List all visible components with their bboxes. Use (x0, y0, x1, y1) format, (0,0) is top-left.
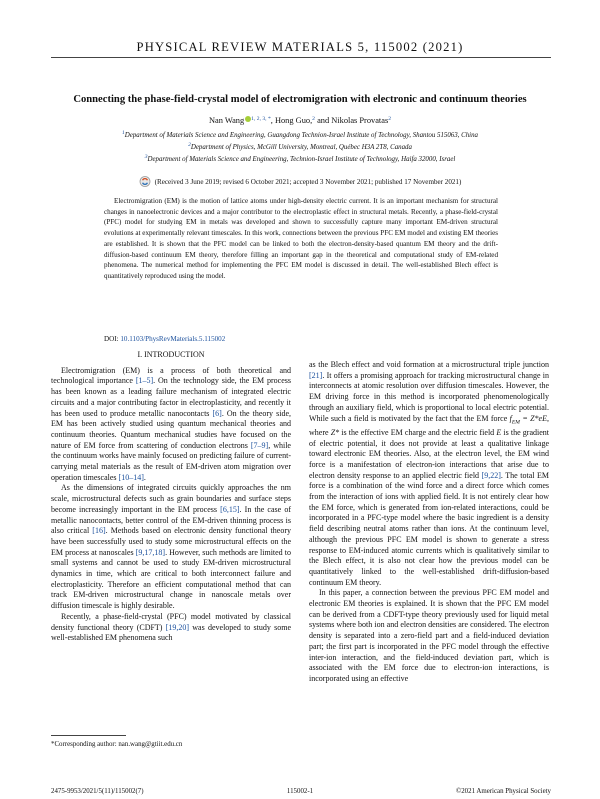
column-right (309, 360, 549, 685)
author-affiliation-marks[interactable]: 2 (312, 116, 315, 122)
affiliation-text: Department of Materials Science and Engineering, Technion-Israel Institute of Technology, Haifa 32000, Israel (147, 156, 456, 163)
affiliation-mark: 2 (188, 142, 191, 148)
citation-link[interactable]: [6] (212, 408, 222, 418)
math-symbol: f (509, 413, 512, 423)
citation-link[interactable]: [1–5] (135, 376, 154, 386)
affiliation (0, 130, 600, 139)
author-list (0, 116, 600, 125)
paragraph: As the dimensions of integrated circuits quickly approaches the nm scale, microstructural defects such as grain boundaries and surface steps become increasingly important in the EM process [6,15]. In the case of metallic nanocontacts, better control of the EM-driven thinning process is also critical [16]. Methods based on electronic density functional theory have been successfully used to study some microstructural effects on the EM process at nanoscales [9,17,18]. However, such methods are limited to small systems and cannot be used to study EM-driven microstructural dynamics in time, which are critical to both interconnect failure and electroplasticity. Therefore an efficient computational method that can track EM-driven microstructural change in nanoscale metals over diffusion timescale is highly desirable. (51, 483, 291, 611)
author-name: Nikolas Provatas (331, 116, 389, 125)
section-heading: I. INTRODUCTION (137, 350, 205, 359)
author-name[interactable]: Nan Wang (208, 116, 245, 125)
citation-link[interactable]: [6,15] (220, 504, 240, 514)
abstract: Electromigration (EM) is the motion of lattice atoms under high-density electric current. It is an important mechanism for structural changes in nanoelectronic devices and a major contributor to the electroplastic effect in structural metals. Recently, a phase-field-crystal (PFC) model for studying EM in metals was developed and shown to successfully capture many important EM-driven structural evolutions at experimentally relevant timescales. In this work, connections between the previous PFC EM model and existing EM theories are established. It is shown that the PFC model can be linked to both the electron-density-based quantum EM theory and the drift-diffusion-based continuum EM theory, therefore filling an important gap in the theoretical and computational study of EM-related phenomena. The numerical method for implementing the PFC EM model is discussed in detail. The well-established Blech effect is quantitatively reproduced using the model. (104, 197, 498, 280)
affiliation (0, 154, 600, 163)
check-for-updates-icon[interactable] (139, 176, 151, 187)
affiliation-text: Department of Physics, McGill University, Montreal, Québec H3A 2T8, Canada (190, 144, 412, 151)
journal-header: PHYSICAL REVIEW MATERIALS 5, 115002 (2021) (136, 40, 464, 54)
header-rule (51, 57, 551, 58)
received-text: (Received 3 June 2019; revised 6 October 2021; accepted 3 November 2021; published 17 November 2021) (154, 178, 462, 186)
paragraph: In this paper, a connection between the previous PFC EM model and electronic EM theories is explained. It is shown that the PFC EM model can be derived from a CDFT-type theory previously used for liquid metal systems where both ion and electron densities are considered. The electron density is separated into a zero-field part and a field-induced deviation part; the first part is incorporated in the PFC model through the effective inter-ion interaction, and the field-induced deviation part, which is associated with the EM force due to electron-ion interactions, is incorporated using an effective (309, 588, 549, 683)
citation-link[interactable]: [7–9] (250, 440, 269, 450)
citation-link[interactable]: [9,22] (481, 470, 501, 480)
math-symbol: Z* (330, 427, 340, 437)
affiliation (0, 142, 600, 151)
citation-link[interactable]: [10–14] (118, 472, 144, 482)
doi-label: DOI: (104, 335, 119, 343)
author-affiliation-marks[interactable]: 2 (388, 116, 392, 122)
citation-link[interactable]: [16] (92, 526, 106, 536)
doi-link[interactable]: 10.1103/PhysRevMaterials.5.115002 (120, 335, 226, 343)
author-affiliation-marks[interactable]: 1, 2, 3, * (251, 116, 271, 122)
paragraph: as the Blech effect and void formation at a microstructural triple junction [21]. It offers a promising approach for tracking microstructural change in interconnects at atomic resolution over diffusion timescales. However, the EM driving force in this method is incorporated phenomenologically through an auxiliary field, which is proportional to local electric potential. While such a field is motivated by the fact that the EM force $f_{EM} = Z*eE$, where Z* is the effective EM charge and the electric field E is the gradient of electric potential, it does not provide at least a qualitative linkage toward electronic EM theories. Also, at the electron level, the EM wind force is a manifestation of electron-ion interactions that arise due to electron density response to an applied electric field [9,22]. The total EM force is a combination of the wind force and a direct force which comes from the interaction of ions with applied field. It is not entirely clear how the EM force, which is generated from ion-related interactions, could be incorporated in a PFC-type model where the basic ingredient is a density field describing neutral atoms rather than ions. At the continuum level, although the previous PFC EM model is shown to generate a stress response to EM-induced atomic currents which is qualitatively similar to the Blech effect, it is also not clear how the previous model can be quantitatively linked to the well-established drift-diffusion-based continuum EM theory. (309, 360, 549, 587)
paragraph: Recently, a phase-field-crystal (PFC) model motivated by classical density functional theory (CDFT) [19,20] was developed to study some well-established EM phenomena such (51, 611, 291, 643)
author-name: Hong Guo, (274, 116, 313, 125)
citation-link[interactable]: [19,20] (165, 622, 190, 632)
footer-copyright: ©2021 American Physical Society (456, 788, 551, 795)
affiliation-mark: 3 (144, 154, 148, 160)
paragraph: Electromigration (EM) is a process of both theoretical and technological importance [1–5]. On the technology side, the EM process has been known as a leading failure mechanism of integrated electric circuits and a major contributing factor in electroplasticity, and recently it has been used to produce metallic nanocontacts [6]. On the theory side, EM has been actively studied using quantum mechanical theories and continuum theories. Quantum mechanical studies have focused on the nature of EM force from scattering of conduction electrons [7–9], while the continuum works have mainly focused on predicting failure of current-carrying metal materials as the result of EM-driven atom migration over operation timescales [10–14]. (51, 365, 292, 482)
author-separator: and (314, 116, 332, 125)
citation-link[interactable]: [21] (309, 370, 323, 380)
author-separator: , (270, 116, 275, 125)
received-dates (0, 176, 600, 187)
math-symbol: = Z*eE (519, 413, 547, 423)
math-symbol: E (496, 427, 502, 437)
affiliation-text: Department of Materials Science and Engineering, Guangdong Technion-Israel Institute of Technology, Shantou 515063, China (124, 132, 478, 139)
citation-link[interactable]: [9,17,18] (135, 547, 166, 557)
paper-title: Connecting the phase-field-crystal model of electromigration with electronic and continuum theories (73, 94, 527, 105)
footnote: *Corresponding author: nan.wang@gtiit.edu.cn (51, 741, 183, 748)
affiliation-mark: 1 (122, 130, 125, 136)
math-subscript: EM (511, 419, 520, 426)
column-left (51, 350, 291, 644)
doi (104, 335, 225, 343)
footnote-rule (51, 735, 126, 736)
footer-issn: 2475-9953/2021/5(11)/115002(7) (51, 788, 144, 795)
footer-page-number: 115002-1 (286, 788, 314, 795)
